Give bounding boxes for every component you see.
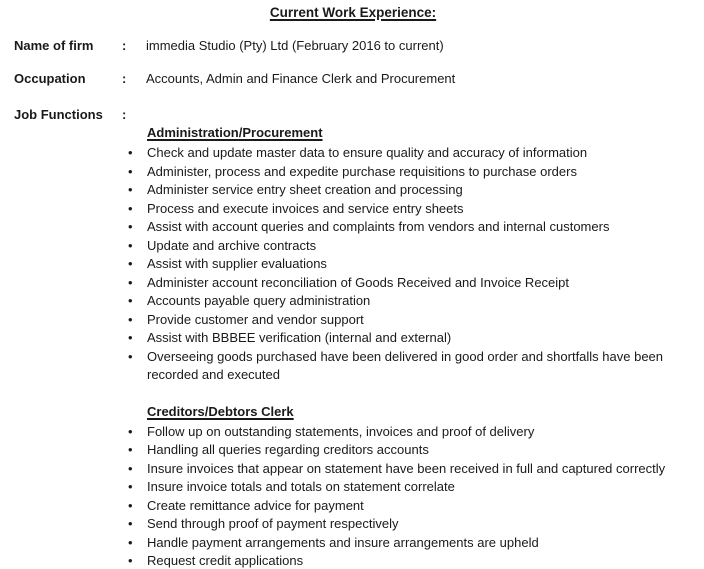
bullet-item: • Process and execute invoices and service entry sheets (128, 200, 695, 219)
field-row-occupation (14, 71, 692, 86)
bullet-item: • Assist with account queries and complaints from vendors and internal customers (128, 218, 695, 237)
bullet-list-administration-procurement (128, 144, 695, 385)
bullet-item: • Send through proof of payment respectively (128, 515, 695, 534)
field-label: Occupation (14, 71, 86, 86)
bullet-item: • Administer, process and expedite purchase requisitions to purchase orders (128, 163, 695, 182)
bullet-item: • Request credit applications (128, 552, 695, 569)
bullet-item: • Insure invoice totals and totals on statement correlate (128, 478, 695, 497)
field-label: Job Functions (14, 107, 103, 122)
bullet-item: • Follow up on outstanding statements, invoices and proof of delivery (128, 423, 695, 442)
bullet-item: • Accounts payable query administration (128, 292, 695, 311)
bullet-item: • Administer account reconciliation of Goods Received and Invoice Receipt (128, 274, 695, 293)
section-heading-administration-procurement: Administration/Procurement (147, 125, 323, 140)
bullet-item: • Insure invoices that appear on statement have been received in full and captured correctly (128, 460, 695, 479)
field-colon: : (122, 107, 127, 122)
bullet-item: • Handle payment arrangements and insure arrangements are upheld (128, 534, 695, 553)
bullet-item: • Provide customer and vendor support (128, 311, 695, 330)
bullet-item: • Update and archive contracts (128, 237, 695, 256)
field-row-name-of-firm (14, 38, 692, 53)
bullet-item: • Assist with supplier evaluations (128, 255, 695, 274)
section-heading-creditors-debtors-clerk: Creditors/Debtors Clerk (147, 403, 294, 419)
document-title-text: Current Work Experience: (269, 5, 437, 20)
field-label: Name of firm (14, 38, 94, 53)
bullet-item: • Overseeing goods purchased have been delivered in good order and shortfalls have been recorded and executed (128, 348, 695, 385)
field-colon: : (122, 38, 127, 53)
document-title (14, 4, 692, 21)
bullet-item: • Create remittance advice for payment (128, 497, 695, 516)
bullet-list-creditors-debtors-clerk (128, 423, 695, 569)
field-value: immedia Studio (Pty) Ltd (February 2016 to current) (146, 38, 444, 53)
bullet-item: • Check and update master data to ensure quality and accuracy of information (128, 144, 695, 163)
field-rows (14, 38, 692, 122)
bullet-item: • Assist with BBBEE verification (internal and external) (128, 329, 695, 348)
bullet-item: • Handling all queries regarding creditors accounts (128, 441, 695, 460)
field-value (146, 107, 692, 122)
field-colon: : (122, 71, 127, 86)
bullet-item: • Administer service entry sheet creation and processing (128, 181, 695, 200)
field-row-job-functions (14, 107, 692, 122)
field-value: Accounts, Admin and Finance Clerk and Procurement (146, 71, 456, 86)
